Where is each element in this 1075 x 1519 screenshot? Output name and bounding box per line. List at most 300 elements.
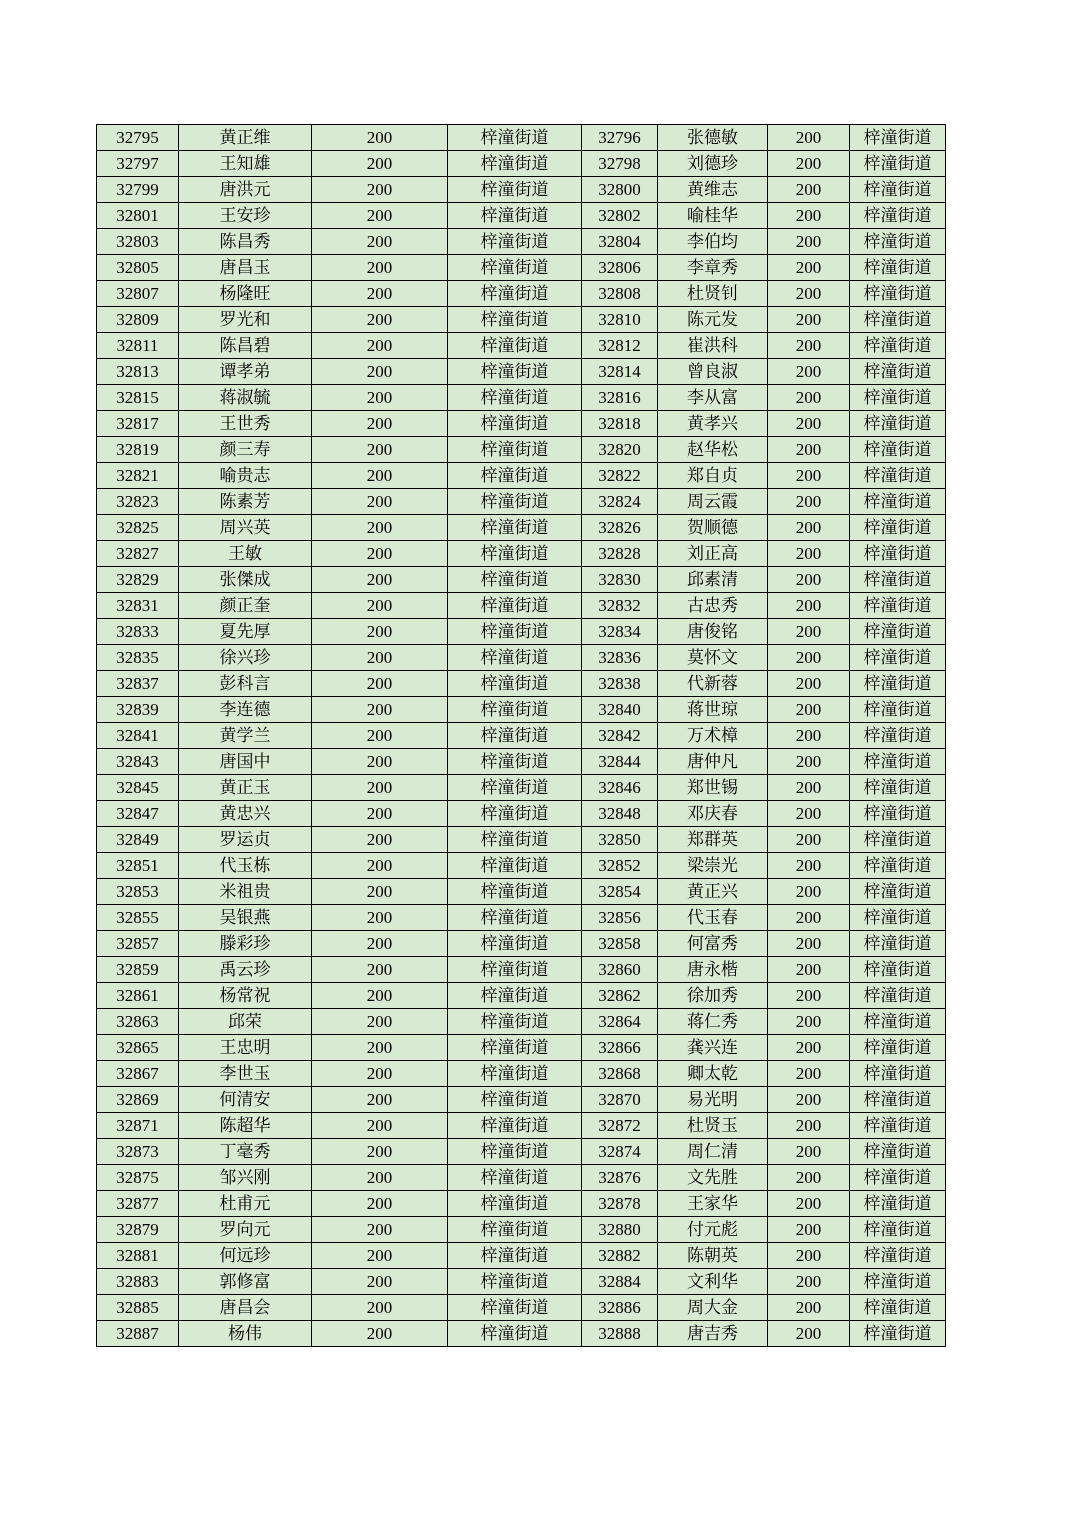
street-cell: 梓潼街道 [850,489,946,515]
id-cell: 32866 [582,1035,658,1061]
id-cell: 32847 [97,801,179,827]
name-cell: 陈元发 [658,307,768,333]
name-cell: 颜三寿 [179,437,312,463]
amount-cell: 200 [312,905,448,931]
street-cell: 梓潼街道 [448,957,582,983]
table-row [97,229,946,255]
table-row [97,801,946,827]
amount-cell: 200 [312,801,448,827]
street-cell: 梓潼街道 [448,645,582,671]
id-cell: 32823 [97,489,179,515]
name-cell: 周大金 [658,1295,768,1321]
street-cell: 梓潼街道 [850,853,946,879]
street-cell: 梓潼街道 [850,1269,946,1295]
id-cell: 32833 [97,619,179,645]
amount-cell: 200 [312,151,448,177]
amount-cell: 200 [768,541,850,567]
street-cell: 梓潼街道 [448,879,582,905]
id-cell: 32878 [582,1191,658,1217]
street-cell: 梓潼街道 [850,567,946,593]
table-row [97,203,946,229]
id-cell: 32804 [582,229,658,255]
table-row [97,1165,946,1191]
name-cell: 丁毫秀 [179,1139,312,1165]
name-cell: 杨隆旺 [179,281,312,307]
street-cell: 梓潼街道 [850,879,946,905]
name-cell: 黄正维 [179,125,312,151]
street-cell: 梓潼街道 [448,255,582,281]
id-cell: 32864 [582,1009,658,1035]
name-cell: 颜正奎 [179,593,312,619]
street-cell: 梓潼街道 [448,541,582,567]
street-cell: 梓潼街道 [850,749,946,775]
table-row [97,515,946,541]
table-row [97,411,946,437]
name-cell: 郭修富 [179,1269,312,1295]
name-cell: 王安珍 [179,203,312,229]
amount-cell: 200 [312,203,448,229]
id-cell: 32831 [97,593,179,619]
name-cell: 唐吉秀 [658,1321,768,1347]
name-cell: 滕彩珍 [179,931,312,957]
name-cell: 唐永楷 [658,957,768,983]
name-cell: 易光明 [658,1087,768,1113]
id-cell: 32814 [582,359,658,385]
name-cell: 唐国中 [179,749,312,775]
street-cell: 梓潼街道 [850,151,946,177]
table-row [97,151,946,177]
street-cell: 梓潼街道 [850,385,946,411]
amount-cell: 200 [312,827,448,853]
name-cell: 李伯均 [658,229,768,255]
amount-cell: 200 [312,931,448,957]
name-cell: 陈昌秀 [179,229,312,255]
amount-cell: 200 [312,1165,448,1191]
id-cell: 32798 [582,151,658,177]
amount-cell: 200 [312,1139,448,1165]
street-cell: 梓潼街道 [850,697,946,723]
table-row [97,307,946,333]
street-cell: 梓潼街道 [850,203,946,229]
amount-cell: 200 [312,593,448,619]
street-cell: 梓潼街道 [448,1321,582,1347]
name-cell: 邱素清 [658,567,768,593]
id-cell: 32855 [97,905,179,931]
id-cell: 32876 [582,1165,658,1191]
id-cell: 32834 [582,619,658,645]
amount-cell: 200 [768,853,850,879]
id-cell: 32846 [582,775,658,801]
name-cell: 古忠秀 [658,593,768,619]
street-cell: 梓潼街道 [448,853,582,879]
table-row [97,697,946,723]
name-cell: 崔洪科 [658,333,768,359]
table-row [97,1035,946,1061]
amount-cell: 200 [312,437,448,463]
name-cell: 陈素芳 [179,489,312,515]
street-cell: 梓潼街道 [448,775,582,801]
street-cell: 梓潼街道 [448,749,582,775]
amount-cell: 200 [768,879,850,905]
name-cell: 梁崇光 [658,853,768,879]
id-cell: 32828 [582,541,658,567]
name-cell: 吴银燕 [179,905,312,931]
amount-cell: 200 [768,1191,850,1217]
name-cell: 周仁清 [658,1139,768,1165]
street-cell: 梓潼街道 [448,801,582,827]
street-cell: 梓潼街道 [850,1243,946,1269]
id-cell: 32837 [97,671,179,697]
amount-cell: 200 [768,385,850,411]
table-row [97,1243,946,1269]
amount-cell: 200 [312,957,448,983]
id-cell: 32807 [97,281,179,307]
amount-cell: 200 [312,645,448,671]
name-cell: 卿太乾 [658,1061,768,1087]
name-cell: 杜贤钊 [658,281,768,307]
amount-cell: 200 [312,775,448,801]
amount-cell: 200 [768,1269,850,1295]
name-cell: 文先胜 [658,1165,768,1191]
name-cell: 黄孝兴 [658,411,768,437]
name-cell: 唐俊铭 [658,619,768,645]
id-cell: 32857 [97,931,179,957]
name-cell: 徐兴珍 [179,645,312,671]
id-cell: 32822 [582,463,658,489]
id-cell: 32862 [582,983,658,1009]
amount-cell: 200 [768,567,850,593]
table-row [97,359,946,385]
id-cell: 32870 [582,1087,658,1113]
id-cell: 32821 [97,463,179,489]
id-cell: 32851 [97,853,179,879]
table-row [97,1321,946,1347]
name-cell: 张傑成 [179,567,312,593]
id-cell: 32849 [97,827,179,853]
id-cell: 32887 [97,1321,179,1347]
id-cell: 32854 [582,879,658,905]
table-body [97,125,946,1347]
name-cell: 彭科言 [179,671,312,697]
amount-cell: 200 [312,1009,448,1035]
id-cell: 32803 [97,229,179,255]
name-cell: 代玉栋 [179,853,312,879]
id-cell: 32825 [97,515,179,541]
id-cell: 32880 [582,1217,658,1243]
amount-cell: 200 [768,1061,850,1087]
street-cell: 梓潼街道 [448,983,582,1009]
table-row [97,1009,946,1035]
name-cell: 王家华 [658,1191,768,1217]
amount-cell: 200 [768,151,850,177]
street-cell: 梓潼街道 [448,827,582,853]
id-cell: 32885 [97,1295,179,1321]
table-row [97,983,946,1009]
table-row [97,671,946,697]
amount-cell: 200 [312,359,448,385]
name-cell: 杨常祝 [179,983,312,1009]
name-cell: 郑群英 [658,827,768,853]
amount-cell: 200 [312,723,448,749]
street-cell: 梓潼街道 [448,619,582,645]
name-cell: 蒋淑毓 [179,385,312,411]
street-cell: 梓潼街道 [850,437,946,463]
street-cell: 梓潼街道 [448,125,582,151]
id-cell: 32840 [582,697,658,723]
table-row [97,1295,946,1321]
amount-cell: 200 [768,931,850,957]
amount-cell: 200 [312,177,448,203]
amount-cell: 200 [768,1113,850,1139]
amount-cell: 200 [312,333,448,359]
id-cell: 32826 [582,515,658,541]
amount-cell: 200 [768,177,850,203]
name-cell: 张德敏 [658,125,768,151]
amount-cell: 200 [768,1243,850,1269]
amount-cell: 200 [768,723,850,749]
id-cell: 32811 [97,333,179,359]
amount-cell: 200 [312,1113,448,1139]
amount-cell: 200 [312,749,448,775]
amount-cell: 200 [312,385,448,411]
street-cell: 梓潼街道 [448,515,582,541]
street-cell: 梓潼街道 [448,905,582,931]
id-cell: 32827 [97,541,179,567]
id-cell: 32853 [97,879,179,905]
street-cell: 梓潼街道 [448,229,582,255]
amount-cell: 200 [768,1035,850,1061]
amount-cell: 200 [312,879,448,905]
table-row [97,619,946,645]
id-cell: 32844 [582,749,658,775]
street-cell: 梓潼街道 [448,463,582,489]
table-row [97,463,946,489]
street-cell: 梓潼街道 [850,957,946,983]
street-cell: 梓潼街道 [850,593,946,619]
id-cell: 32815 [97,385,179,411]
id-cell: 32841 [97,723,179,749]
street-cell: 梓潼街道 [850,1009,946,1035]
street-cell: 梓潼街道 [850,1165,946,1191]
amount-cell: 200 [312,463,448,489]
table-row [97,541,946,567]
amount-cell: 200 [768,307,850,333]
table-row [97,281,946,307]
id-cell: 32813 [97,359,179,385]
name-cell: 罗运贞 [179,827,312,853]
name-cell: 贺顺德 [658,515,768,541]
name-cell: 李连德 [179,697,312,723]
amount-cell: 200 [312,983,448,1009]
id-cell: 32805 [97,255,179,281]
name-cell: 黄正玉 [179,775,312,801]
table-row [97,333,946,359]
id-cell: 32860 [582,957,658,983]
name-cell: 蒋仁秀 [658,1009,768,1035]
name-cell: 曾良淑 [658,359,768,385]
street-cell: 梓潼街道 [850,905,946,931]
amount-cell: 200 [768,619,850,645]
table-row [97,723,946,749]
id-cell: 32852 [582,853,658,879]
name-cell: 何清安 [179,1087,312,1113]
amount-cell: 200 [312,281,448,307]
name-cell: 万术樟 [658,723,768,749]
amount-cell: 200 [768,983,850,1009]
name-cell: 代新蓉 [658,671,768,697]
street-cell: 梓潼街道 [448,1139,582,1165]
amount-cell: 200 [768,281,850,307]
amount-cell: 200 [768,255,850,281]
name-cell: 黄维志 [658,177,768,203]
amount-cell: 200 [768,905,850,931]
amount-cell: 200 [312,1269,448,1295]
amount-cell: 200 [768,515,850,541]
amount-cell: 200 [768,1321,850,1347]
name-cell: 何富秀 [658,931,768,957]
id-cell: 32829 [97,567,179,593]
id-cell: 32874 [582,1139,658,1165]
street-cell: 梓潼街道 [448,1217,582,1243]
id-cell: 32812 [582,333,658,359]
street-cell: 梓潼街道 [448,671,582,697]
amount-cell: 200 [768,1087,850,1113]
table-row [97,567,946,593]
amount-cell: 200 [768,489,850,515]
id-cell: 32810 [582,307,658,333]
street-cell: 梓潼街道 [850,541,946,567]
table-row [97,1191,946,1217]
name-cell: 周兴英 [179,515,312,541]
id-cell: 32884 [582,1269,658,1295]
id-cell: 32873 [97,1139,179,1165]
id-cell: 32868 [582,1061,658,1087]
name-cell: 何远珍 [179,1243,312,1269]
name-cell: 陈昌碧 [179,333,312,359]
id-cell: 32816 [582,385,658,411]
street-cell: 梓潼街道 [850,229,946,255]
street-cell: 梓潼街道 [850,1087,946,1113]
street-cell: 梓潼街道 [448,1035,582,1061]
name-cell: 陈超华 [179,1113,312,1139]
table-row [97,489,946,515]
id-cell: 32820 [582,437,658,463]
name-cell: 罗光和 [179,307,312,333]
amount-cell: 200 [768,437,850,463]
name-cell: 黄忠兴 [179,801,312,827]
amount-cell: 200 [312,125,448,151]
street-cell: 梓潼街道 [850,931,946,957]
amount-cell: 200 [768,827,850,853]
amount-cell: 200 [312,515,448,541]
id-cell: 32877 [97,1191,179,1217]
name-cell: 陈朝英 [658,1243,768,1269]
id-cell: 32856 [582,905,658,931]
street-cell: 梓潼街道 [448,151,582,177]
street-cell: 梓潼街道 [850,619,946,645]
name-cell: 唐昌玉 [179,255,312,281]
id-cell: 32819 [97,437,179,463]
id-cell: 32861 [97,983,179,1009]
street-cell: 梓潼街道 [850,1191,946,1217]
table-row [97,1113,946,1139]
street-cell: 梓潼街道 [448,1269,582,1295]
id-cell: 32832 [582,593,658,619]
id-cell: 32800 [582,177,658,203]
street-cell: 梓潼街道 [850,983,946,1009]
name-cell: 李章秀 [658,255,768,281]
street-cell: 梓潼街道 [448,931,582,957]
amount-cell: 200 [768,125,850,151]
street-cell: 梓潼街道 [448,1113,582,1139]
roster-table [96,124,946,1347]
id-cell: 32824 [582,489,658,515]
id-cell: 32836 [582,645,658,671]
table-row [97,1269,946,1295]
street-cell: 梓潼街道 [448,385,582,411]
name-cell: 代玉春 [658,905,768,931]
amount-cell: 200 [312,1191,448,1217]
id-cell: 32797 [97,151,179,177]
name-cell: 黄正兴 [658,879,768,905]
id-cell: 32817 [97,411,179,437]
id-cell: 32830 [582,567,658,593]
id-cell: 32799 [97,177,179,203]
id-cell: 32865 [97,1035,179,1061]
street-cell: 梓潼街道 [850,307,946,333]
amount-cell: 200 [768,229,850,255]
amount-cell: 200 [312,411,448,437]
street-cell: 梓潼街道 [850,281,946,307]
street-cell: 梓潼街道 [448,333,582,359]
street-cell: 梓潼街道 [850,775,946,801]
name-cell: 黄学兰 [179,723,312,749]
amount-cell: 200 [312,1217,448,1243]
amount-cell: 200 [312,1061,448,1087]
id-cell: 32795 [97,125,179,151]
amount-cell: 200 [768,593,850,619]
id-cell: 32888 [582,1321,658,1347]
amount-cell: 200 [768,1165,850,1191]
street-cell: 梓潼街道 [850,177,946,203]
table-row [97,437,946,463]
table-row [97,255,946,281]
amount-cell: 200 [312,697,448,723]
id-cell: 32859 [97,957,179,983]
table-row [97,905,946,931]
street-cell: 梓潼街道 [448,281,582,307]
table-row [97,957,946,983]
street-cell: 梓潼街道 [850,255,946,281]
id-cell: 32869 [97,1087,179,1113]
amount-cell: 200 [768,359,850,385]
street-cell: 梓潼街道 [850,1035,946,1061]
name-cell: 邱荣 [179,1009,312,1035]
amount-cell: 200 [312,541,448,567]
name-cell: 王敏 [179,541,312,567]
street-cell: 梓潼街道 [850,801,946,827]
name-cell: 杨伟 [179,1321,312,1347]
table-row [97,177,946,203]
amount-cell: 200 [312,229,448,255]
id-cell: 32843 [97,749,179,775]
amount-cell: 200 [312,255,448,281]
id-cell: 32806 [582,255,658,281]
id-cell: 32835 [97,645,179,671]
name-cell: 刘德珍 [658,151,768,177]
street-cell: 梓潼街道 [850,359,946,385]
id-cell: 32802 [582,203,658,229]
